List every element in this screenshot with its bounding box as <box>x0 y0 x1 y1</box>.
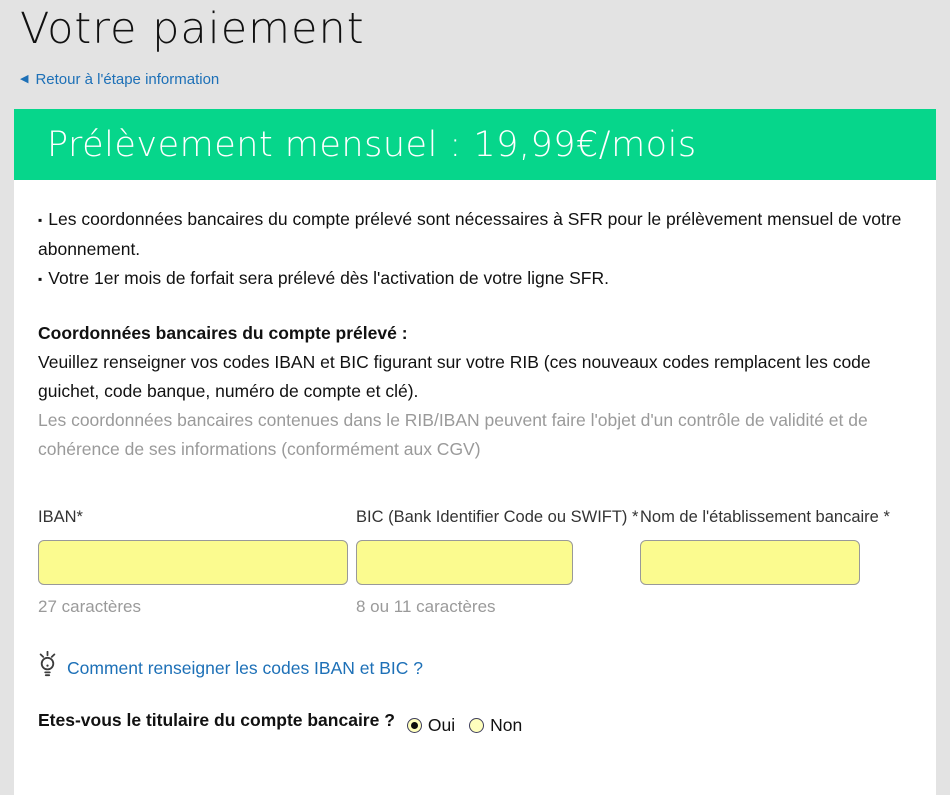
bullet-square-icon: ▪ <box>38 213 43 227</box>
account-holder-question-row <box>38 706 912 735</box>
back-link[interactable] <box>20 71 219 88</box>
radio-circle-icon <box>407 718 422 733</box>
iban-label: IBAN* <box>38 508 83 526</box>
bullet-text: Votre 1er mois de forfait sera prélevé dès l'activation de votre ligne SFR. <box>48 268 609 288</box>
bullet-item <box>38 205 912 264</box>
bic-hint: 8 ou 11 caractères <box>356 597 496 616</box>
bank-name-field-group <box>640 507 890 592</box>
bic-input[interactable] <box>356 540 573 585</box>
help-row <box>38 651 912 686</box>
bullet-square-icon: ▪ <box>38 272 43 286</box>
validity-note: Les coordonnées bancaires contenues dans le RIB/IBAN peuvent faire l'objet d'un contrôle de validité et de cohérence de ses informations (conformément aux CGV) <box>38 410 868 459</box>
bank-fields-row <box>38 507 912 621</box>
iban-hint: 27 caractères <box>38 597 141 616</box>
bank-name-input[interactable] <box>640 540 860 585</box>
panel-body <box>14 180 936 795</box>
panel-header-title: Prélèvement mensuel : 19,99€/mois <box>47 124 697 165</box>
page-title: Votre paiement <box>20 4 365 54</box>
bank-name-label: Nom de l'établissement bancaire * <box>640 508 890 526</box>
instructions-text: Veuillez renseigner vos codes IBAN et BIC figurant sur votre RIB (ces nouveaux codes remplacent les code guichet, code banque, numéro de compte et clé). <box>38 352 871 401</box>
help-link[interactable]: Comment renseigner les codes IBAN et BIC ? <box>67 658 423 678</box>
panel-header <box>14 109 936 180</box>
account-holder-radio-group <box>407 711 522 740</box>
radio-label: Non <box>490 715 523 735</box>
radio-option-non[interactable] <box>469 711 522 740</box>
iban-input[interactable] <box>38 540 348 585</box>
bullet-item <box>38 264 912 294</box>
iban-field-group <box>38 507 356 621</box>
bullet-text: Les coordonnées bancaires du compte prélevé sont nécessaires à SFR pour le prélèvement mensuel de votre abonnement. <box>38 209 902 259</box>
bic-label: BIC (Bank Identifier Code ou SWIFT) * <box>356 508 639 526</box>
payment-panel <box>14 109 936 795</box>
bank-details-section <box>38 319 912 464</box>
back-arrow-icon: ◀ <box>20 73 29 85</box>
bic-field-group <box>356 507 640 621</box>
radio-circle-icon <box>469 718 484 733</box>
section-heading: Coordonnées bancaires du compte prélevé : <box>38 323 408 343</box>
back-link-label: Retour à l'étape information <box>35 71 220 88</box>
radio-option-oui[interactable] <box>407 711 455 740</box>
lightbulb-icon <box>38 651 57 686</box>
account-holder-question: Etes-vous le titulaire du compte bancaire ? <box>38 710 395 730</box>
radio-label: Oui <box>427 715 456 735</box>
